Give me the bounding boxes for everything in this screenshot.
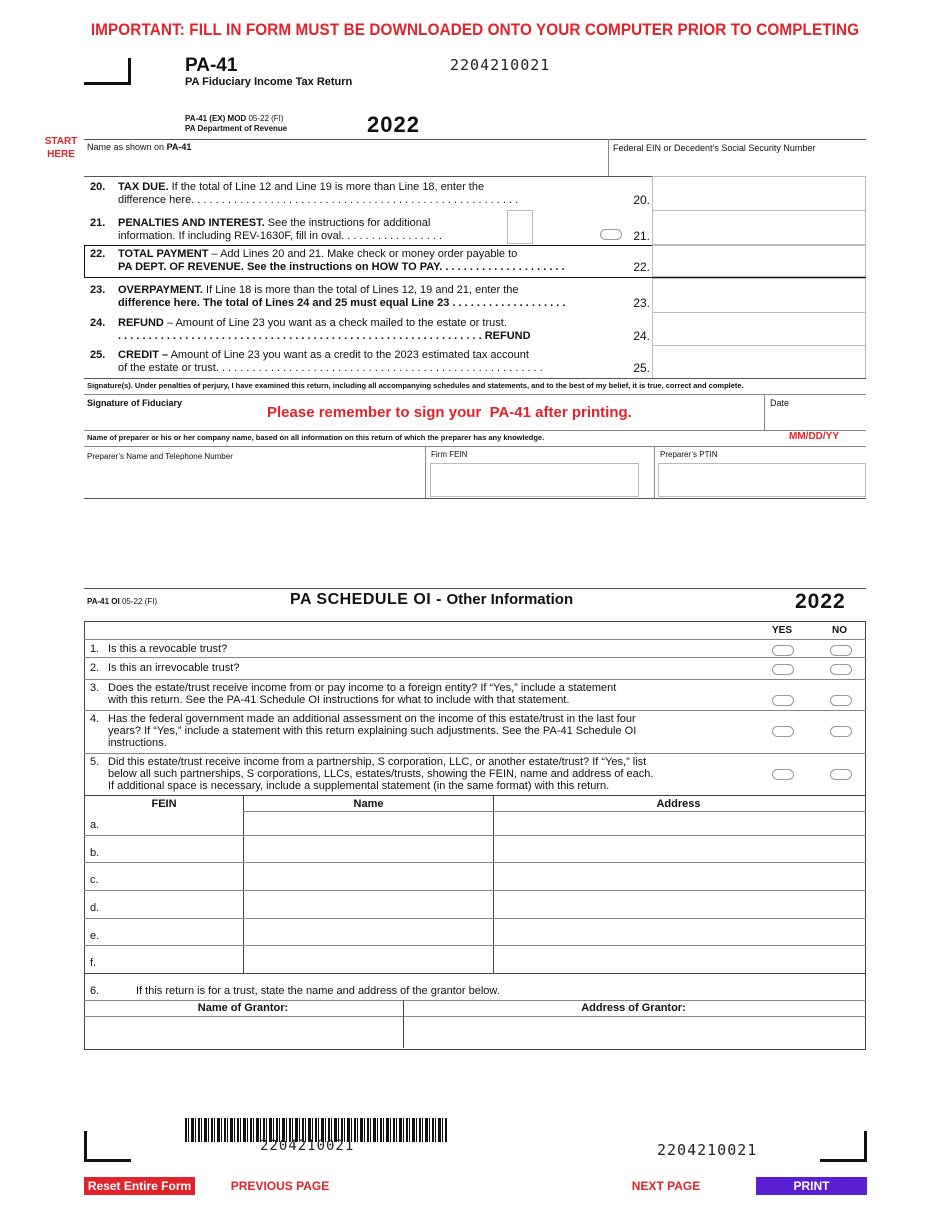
line-ref: 23. <box>633 296 650 310</box>
line-24 <box>90 317 650 345</box>
question-text: Is this an irrevocable trust? <box>108 662 240 674</box>
line-22-amount[interactable] <box>652 245 866 277</box>
q4-no-oval[interactable] <box>830 726 852 737</box>
line-title: PENALTIES AND INTEREST. <box>118 217 265 229</box>
line-20-amount[interactable] <box>652 176 866 211</box>
line-num: 24. <box>90 317 106 329</box>
line-ref: 24. <box>633 329 650 343</box>
line-25-amount[interactable] <box>652 345 866 379</box>
previous-page-button[interactable]: PREVIOUS PAGE <box>230 1179 330 1193</box>
department-name: PA Department of Revenue <box>185 124 288 133</box>
ptin-label: Preparer’s PTIN <box>660 450 718 459</box>
line-num: 20. <box>90 181 106 193</box>
line-desc-2: . . . . . . . . . . . . . . . . . . . . . . . . . . . . . . . . . . . . . . . . . . . . . . . . . . . . . . . . . . . . REFUND <box>118 330 531 342</box>
corner-mark-bottom-right <box>820 1131 867 1162</box>
name-column-header: Name <box>353 798 384 810</box>
sign-reminder: Please remember to sign your PA-41 after printing. <box>267 404 632 421</box>
yes-header: YES <box>772 625 793 636</box>
name-label-text: Name as shown on <box>87 142 165 152</box>
preparer-statement: Name of preparer or his or her company name, based on all information on this return of which the preparer has any knowledge. <box>87 433 545 442</box>
question-text: Has the federal government made an additional assessment on the income of this estate/trust in the last four years? If “Yes,” include a statement with this return explaining such adjustments. See the PA-41 Schedule OI instructions. <box>108 713 637 749</box>
grantor-name-header: Name of Grantor: <box>197 1002 289 1014</box>
q3-yes-oval[interactable] <box>772 695 794 706</box>
question-text: Is this a revocable trust? <box>108 643 228 655</box>
form-title: PA Fiduciary Income Tax Return <box>185 76 353 88</box>
firm-fein-label: Firm FEIN <box>431 450 468 459</box>
fein-column-header: FEIN <box>151 798 177 810</box>
q5-yes-oval[interactable] <box>772 769 794 780</box>
rev1630f-oval[interactable] <box>600 229 622 240</box>
line-ref: 25. <box>633 361 650 375</box>
barcode-text: 2204210021 <box>260 1138 355 1154</box>
line-text <box>118 317 618 343</box>
question-num: 2. <box>90 662 100 674</box>
page-code: 2204210021 <box>657 1141 758 1159</box>
line-num: 21. <box>90 217 106 229</box>
schedule-code-text: PA-41 OI <box>87 597 120 606</box>
mod-line-code: PA-41 (EX) MOD <box>185 114 247 123</box>
q2-yes-oval[interactable] <box>772 664 794 675</box>
line-21 <box>90 217 650 245</box>
line-desc: See the instructions for additional <box>264 217 431 229</box>
question-num: 4. <box>90 713 100 725</box>
row-letter-e: e. <box>90 930 100 942</box>
q2-no-oval[interactable] <box>830 664 852 675</box>
ein-field-label: Federal EIN or Decedent’s Social Security Number <box>613 143 816 153</box>
row-letter-f: f. <box>90 957 97 969</box>
line-text <box>118 181 618 207</box>
grantor-address-input[interactable] <box>406 1018 864 1048</box>
line-desc-2: of the estate or trust. . . . . . . . . . . . . . . . . . . . . . . . . . . . . . . . . . . . . . . . . . . . . . . . . . . . . . <box>118 362 543 374</box>
line-20 <box>90 181 650 209</box>
start-here-label: START HERE <box>44 136 78 160</box>
grantor-address-header: Address of Grantor: <box>581 1002 686 1014</box>
no-header: NO <box>832 625 847 636</box>
line-desc: If Line 18 is more than the total of Lines 12, 19 and 21, enter the <box>202 284 519 296</box>
corner-mark-bottom-left <box>84 1131 131 1162</box>
schedule-code-date: 05-22 (FI) <box>121 597 158 606</box>
question-text: Did this estate/trust receive income from a partnership, S corporation, LLC, or another estate/trust? If “Yes,” list below all such partnerships, S corporations, LLCs, estates/trusts, showing the FEIN, name and address of each. If additional space is necessary, include a supplemental statement (in the same format) with this return. <box>108 756 654 792</box>
line-ref: 20. <box>633 193 650 207</box>
name-input[interactable] <box>86 153 608 175</box>
question-text: Does the estate/trust receive income from or pay income to a foreign entity? If “Yes,” include a statement with this return. See the PA-41 Schedule OI instructions for what to include with that statement. <box>108 682 617 706</box>
form-code: PA-41 <box>185 55 238 76</box>
line-title: CREDIT – <box>118 349 169 361</box>
question-text: If this return is for a trust, state the name and address of the grantor below. <box>136 985 500 997</box>
firm-fein-input[interactable] <box>430 463 639 497</box>
row-letter-b: b. <box>90 847 100 859</box>
mod-line-date: 05-22 (FI) <box>248 114 284 123</box>
question-6 <box>90 985 500 997</box>
preparer-name-label: Preparer’s Name and Telephone Number <box>87 452 233 461</box>
scan-line-number: 2204210021 <box>450 56 551 74</box>
name-field-label <box>87 142 191 152</box>
name-label-form: PA-41 <box>166 142 192 152</box>
line-text <box>118 284 618 310</box>
line-title: REFUND <box>118 317 164 329</box>
line-24-amount[interactable] <box>652 312 866 346</box>
row-letter-a: a. <box>90 819 100 831</box>
q1-yes-oval[interactable] <box>772 645 794 656</box>
line-desc-2: information. If including REV-1630F, fill in oval. . . . . . . . . . . . . . . . . <box>118 230 443 242</box>
ptin-input[interactable] <box>658 463 866 497</box>
line-23 <box>90 284 650 312</box>
line-21-amount[interactable] <box>652 210 866 245</box>
date-label: Date <box>770 398 790 408</box>
question-num: 1. <box>90 643 100 655</box>
address-column-header: Address <box>656 798 701 810</box>
corner-mark-top-left <box>84 58 131 85</box>
question-num: 6. <box>90 985 100 997</box>
line-text <box>118 349 618 375</box>
line-title: TOTAL PAYMENT <box>118 248 209 260</box>
preparer-name-input[interactable] <box>86 463 424 497</box>
signature-date-input[interactable] <box>768 409 866 431</box>
date-format-hint: MM/DD/YY <box>789 431 839 442</box>
line-desc-2: difference here. The total of Lines 24 and 25 must equal Line 23 . . . . . . . . . . . . . . . . . . . <box>118 297 566 309</box>
line-desc-2: PA DEPT. OF REVENUE. See the instructions on HOW TO PAY. . . . . . . . . . . . . . . . . . . . . <box>118 261 565 273</box>
schedule-year: 2022 <box>795 590 846 613</box>
schedule-code <box>87 597 157 606</box>
question-num: 5. <box>90 756 100 768</box>
reset-form-button[interactable]: Reset Entire Form <box>84 1177 195 1195</box>
line-25 <box>90 349 650 377</box>
tax-year: 2022 <box>367 112 420 137</box>
line-23-amount[interactable] <box>652 278 866 313</box>
schedule-title-main: PA SCHEDULE OI - <box>290 591 443 608</box>
line-desc: If the total of Line 12 and Line 19 is more than Line 18, enter the <box>168 181 485 193</box>
schedule-title-sub: Other Information <box>446 591 574 608</box>
line-num: 23. <box>90 284 106 296</box>
q1-no-oval[interactable] <box>830 645 852 656</box>
row-letter-c: c. <box>90 874 99 886</box>
line-title: TAX DUE. <box>118 181 169 193</box>
fiduciary-signature-input[interactable] <box>86 409 758 431</box>
mod-line <box>185 114 284 123</box>
line-num: 22. <box>90 248 106 260</box>
perjury-statement: Signature(s). Under penalties of perjury, I have examined this return, including all accompanying schedules and statements, and to the best of my belief, it is true, correct and complete. <box>87 381 744 390</box>
row-letter-d: d. <box>90 902 100 914</box>
q5-no-oval[interactable] <box>830 769 852 780</box>
line-desc: – Amount of Line 23 you want as a check mailed to the estate or trust. <box>163 317 507 329</box>
grantor-name-input[interactable] <box>86 1018 402 1048</box>
q3-no-oval[interactable] <box>830 695 852 706</box>
ein-input[interactable] <box>612 155 866 175</box>
line-ref: 22. <box>633 260 650 274</box>
line-22 <box>90 248 650 276</box>
line-num: 25. <box>90 349 106 361</box>
line-ref: 21. <box>633 229 650 243</box>
line-text <box>118 248 618 274</box>
line-21-rev1630f-box[interactable] <box>507 210 533 244</box>
q4-yes-oval[interactable] <box>772 726 794 737</box>
print-button[interactable]: PRINT <box>756 1177 867 1195</box>
fiduciary-signature-label: Signature of Fiduciary <box>87 398 183 408</box>
line-desc: Amount of Line 23 you want as a credit to the 2023 estimated tax account <box>168 349 529 361</box>
line-title: OVERPAYMENT. <box>118 284 203 296</box>
download-warning-banner: IMPORTANT: FILL IN FORM MUST BE DOWNLOADED ONTO YOUR COMPUTER PRIOR TO COMPLETING <box>90 20 860 39</box>
line-desc: – Add Lines 20 and 21. Make check or money order payable to <box>208 248 518 260</box>
question-num: 3. <box>90 682 100 694</box>
line-desc-2: difference here. . . . . . . . . . . . . . . . . . . . . . . . . . . . . . . . . . . . . . . . . . . . . . . . . . . . . . <box>118 194 519 206</box>
next-page-button[interactable]: NEXT PAGE <box>631 1179 701 1193</box>
schedule-title <box>290 591 573 609</box>
